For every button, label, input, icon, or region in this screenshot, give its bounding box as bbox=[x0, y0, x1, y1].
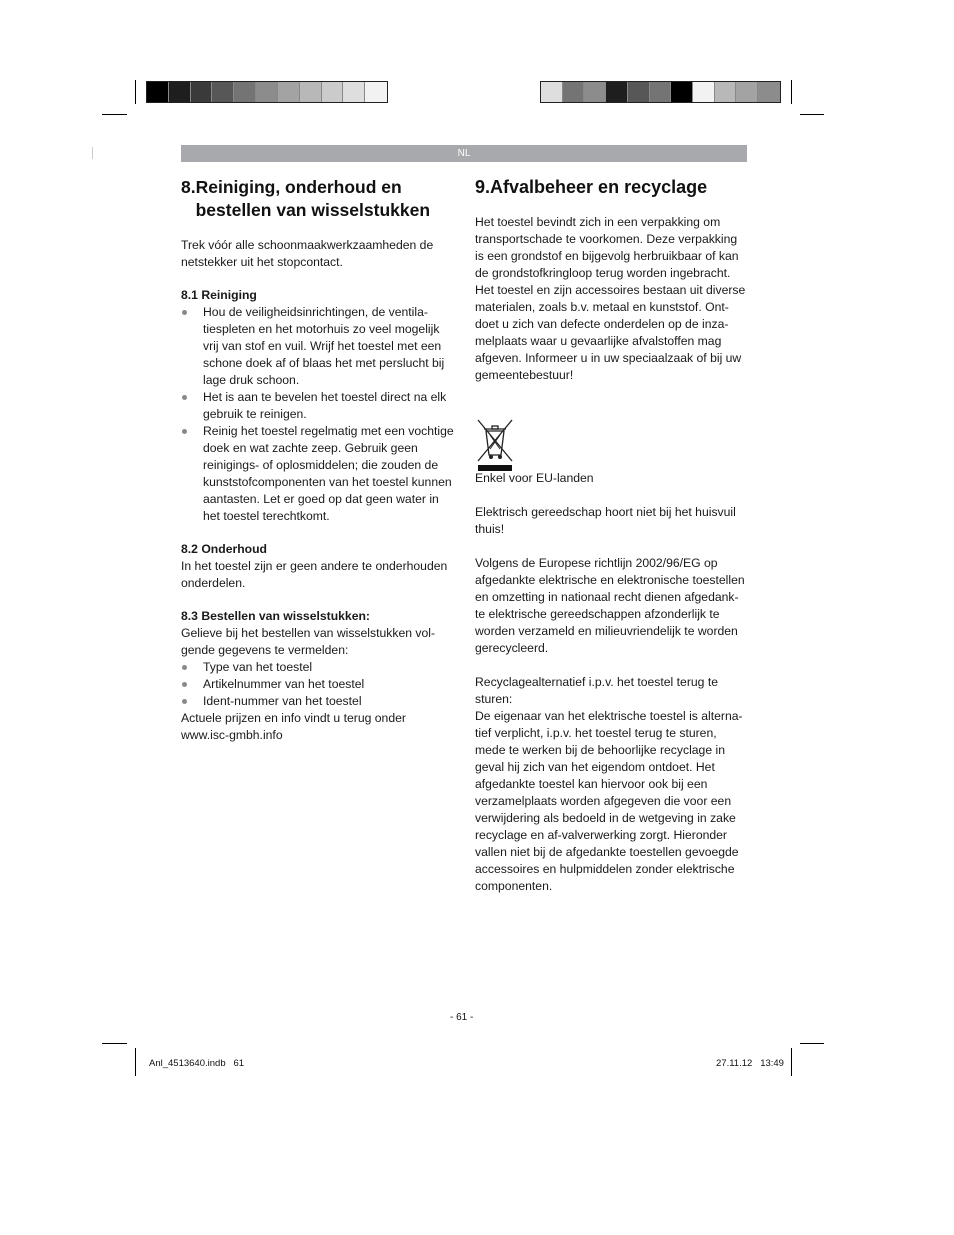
recycling-alt-text: De eigenaar van het elektrische toestel is alterna-tief verplicht, i.p.v. het toestel terug te sturen, mede te werken bij de behoorlijke recyclage in geval hij zich van het eigendom ontdoet. Het afgedankte toestel kan hiervoor ook bij een verzamelplaats worden afgegeven die voor een verwijdering als bedoeld in de wetgeving in zake recyclage en af-valverwerking zorgt. Hieronder vallen niet bij de afgedankte toestellen gevoegde accessoires en hulpmiddelen zonder elektrische componenten. bbox=[475, 709, 743, 893]
color-bar-left bbox=[146, 81, 388, 103]
intro-text: Trek vóór alle schoonmaakwerkzaamheden de netstekker uit het stopcontact. bbox=[181, 238, 434, 269]
color-swatch bbox=[693, 82, 715, 102]
color-swatch bbox=[147, 82, 169, 102]
recycling-alt-title: Recyclagealternatief i.p.v. het toestel terug te sturen: bbox=[475, 675, 718, 706]
color-swatch bbox=[671, 82, 693, 102]
page-number: - 61 - bbox=[450, 1012, 474, 1023]
eu-only-text: Enkel voor EU-landen bbox=[475, 471, 594, 485]
list-item: Het is aan te bevelen het toestel direct na elk gebruik te reinigen. bbox=[181, 389, 456, 423]
list-item: Ident-nummer van het toestel bbox=[181, 693, 456, 710]
color-swatch bbox=[758, 82, 780, 102]
list-item: Reinig het toestel regelmatig met een vochtige doek en wat zachte zeep. Gebruik geen reinigings- of oplosmiddelen; die zouden de kunststofcomponenten van het toestel kunnen aantasten. Let er goed op dat geen water in het toestel terechtkomt. bbox=[181, 423, 456, 525]
color-swatch bbox=[322, 82, 344, 102]
color-swatch bbox=[343, 82, 365, 102]
crop-mark bbox=[791, 1048, 792, 1076]
ordering-list bbox=[181, 659, 456, 710]
weee-symbol bbox=[475, 417, 515, 471]
color-swatch bbox=[563, 82, 585, 102]
crop-mark bbox=[102, 114, 127, 115]
crop-mark bbox=[791, 80, 792, 104]
language-strip: NL bbox=[181, 145, 747, 162]
list-item: Artikelnummer van het toestel bbox=[181, 676, 456, 693]
color-swatch bbox=[256, 82, 278, 102]
color-bar-right bbox=[540, 81, 781, 103]
section-heading-9: 9.Afvalbeheer en recyclage bbox=[475, 177, 708, 197]
directive-text: Volgens de Europese richtlijn 2002/96/EG op afgedankte elektrische en elektronische toestellen en omzetting in nationaal recht dienen afgedank-te elektrische gereedschappen afzonderlijk te worden verzameld en milieuvriendelijk te worden gerecycleerd. bbox=[475, 556, 745, 655]
maintenance-text: In het toestel zijn er geen andere te onderhouden onderdelen. bbox=[181, 559, 448, 590]
crop-mark bbox=[135, 80, 136, 104]
packaging-text: Het toestel bevindt zich in een verpakking om transportschade te voorkomen. Deze verpakking is een grondstof en bijgevolg herbruikbaar of kan de grondstofkringloop terug worden ingebracht. Het toestel en zijn accessoires bestaan uit diverse materialen, zoals b.v. metaal en kunststof. Ont-doet u zich van defecte onderdelen op de inza-melplaats waar u gevaarlijke afvalstoffen mag afgeven. Informeer u in uw speciaalzaak of bij uw gemeentebestuur! bbox=[475, 215, 746, 382]
color-swatch bbox=[584, 82, 606, 102]
print-date: 27.11.12 13:49 bbox=[716, 1058, 784, 1069]
color-swatch bbox=[736, 82, 758, 102]
file-name: Anl_4513640.indb 61 bbox=[149, 1058, 245, 1069]
left-column bbox=[181, 176, 456, 744]
subsection-title-cleaning: 8.1 Reiniging bbox=[181, 288, 257, 302]
list-item: Hou de veiligheidsinrichtingen, de ventila-tiespleten en het motorhuis zo veel mogelijk vrij van stof en vuil. Wrijf het toestel met een schone doek af of blaas het met perslucht bij lage druk schoon. bbox=[181, 304, 456, 389]
crop-mark bbox=[135, 1048, 136, 1076]
color-swatch bbox=[628, 82, 650, 102]
subsection-title-maintenance: 8.2 Onderhoud bbox=[181, 542, 267, 556]
crop-mark bbox=[800, 114, 824, 115]
color-swatch bbox=[606, 82, 628, 102]
ordering-intro: Gelieve bij het bestellen van wisselstukken vol-gende gegevens te vermelden: bbox=[181, 626, 436, 657]
color-swatch bbox=[212, 82, 234, 102]
ordering-outro: Actuele prijzen en info vindt u terug onder www.isc-gmbh.info bbox=[181, 711, 406, 742]
color-swatch bbox=[191, 82, 213, 102]
section-title: Reiniging, onderhoud en bestellen van wisselstukken bbox=[195, 177, 431, 220]
list-item: Type van het toestel bbox=[181, 659, 456, 676]
color-swatch bbox=[365, 82, 387, 102]
crop-mark bbox=[102, 1043, 127, 1044]
color-swatch bbox=[234, 82, 256, 102]
color-swatch bbox=[300, 82, 322, 102]
crossed-out-wheelie-bin-icon bbox=[475, 417, 515, 471]
subsection-title-ordering: 8.3 Bestellen van wisselstukken: bbox=[181, 609, 370, 623]
right-column bbox=[475, 176, 747, 895]
crop-mark bbox=[800, 1043, 824, 1044]
household-waste-text: Elektrisch gereedschap hoort niet bij het huisvuil thuis! bbox=[475, 505, 736, 536]
cleaning-list bbox=[181, 304, 456, 525]
crop-mark bbox=[92, 147, 93, 159]
color-swatch bbox=[278, 82, 300, 102]
color-swatch bbox=[650, 82, 672, 102]
color-swatch bbox=[715, 82, 737, 102]
color-swatch bbox=[541, 82, 563, 102]
color-swatch bbox=[169, 82, 191, 102]
section-heading-8 bbox=[181, 176, 456, 222]
section-number: 8. bbox=[181, 177, 196, 197]
